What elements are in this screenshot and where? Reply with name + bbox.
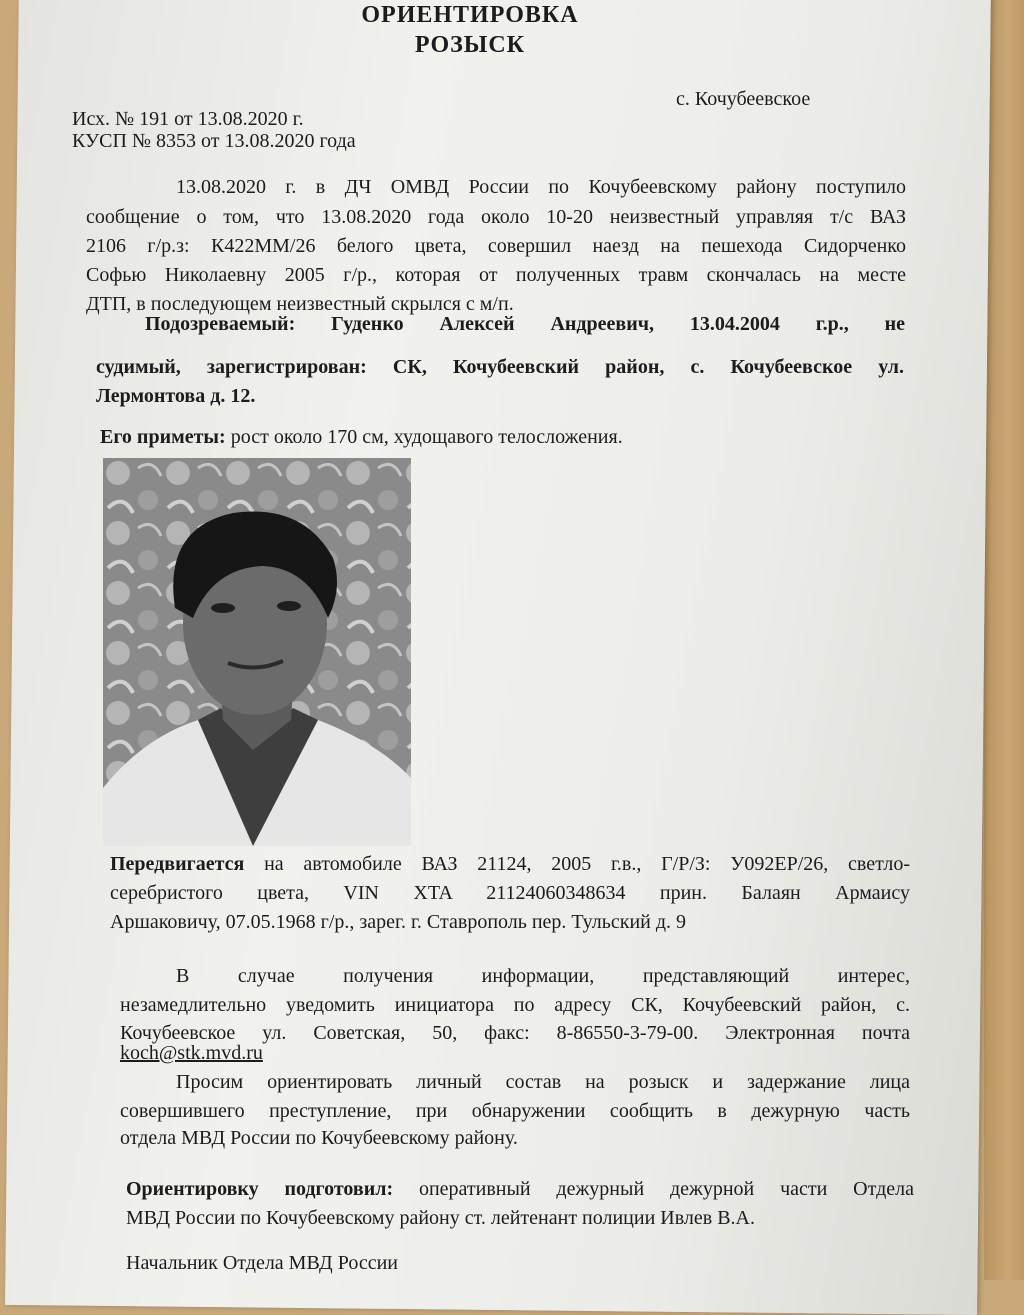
features-text: рост около 170 см, худощавого телосложения. bbox=[225, 426, 623, 448]
prepared-line-2: МВД России по Кочубеевскому району ст. лейтенант полиции Ивлев В.А. bbox=[126, 1207, 755, 1229]
suspect-photo bbox=[103, 458, 411, 846]
vehicle-line-1 bbox=[110, 850, 910, 879]
incident-line-3: 2106 г/р.з: К422ММ/26 белого цвета, совершил наезд на пешехода Сидорченко bbox=[86, 235, 906, 257]
contact-line-1: В случае получения информации, представляющий интерес, bbox=[176, 965, 910, 987]
request-line-1: Просим ориентировать личный состав на розыск и задержание лица bbox=[176, 1071, 910, 1093]
document-title: ОРИЕНТИРОВКА bbox=[361, 2, 579, 28]
vehicle-line-3: Аршаковичу, 07.05.1968 г/р., зарег. г. Ставрополь пер. Тульский д. 9 bbox=[110, 911, 687, 933]
prepared-line-1 bbox=[126, 1175, 914, 1204]
suspect-line-3: Лермонтова д. 12. bbox=[96, 385, 256, 407]
request-line-3: отдела МВД России по Кочубеевскому району. bbox=[120, 1127, 518, 1149]
incident-line-5: ДТП, в последующем неизвестный скрылся с м/п. bbox=[86, 293, 514, 315]
features-label: Его приметы: bbox=[100, 426, 226, 448]
request-line-2: совершившего преступление, при обнаружении сообщить в дежурную часть bbox=[120, 1100, 910, 1122]
prepared-line-1-text: оперативный дежурный дежурной части Отдела bbox=[393, 1178, 914, 1200]
suspect-line-1: Подозреваемый: Гуденко Алексей Андреевич, 13.04.2004 г.р., не bbox=[145, 313, 905, 335]
kusp-number: КУСП № 8353 от 13.08.2020 года bbox=[72, 130, 356, 152]
vehicle-line-2: серебристого цвета, VIN XTA 21124060348634 прин. Балаян Армаису bbox=[110, 882, 910, 904]
vehicle-line-1-text: на автомобиле ВАЗ 21124, 2005 г.в., Г/Р/З: У092ЕР/26, светло- bbox=[244, 853, 910, 875]
prepared-label: Ориентировку подготовил: bbox=[126, 1178, 394, 1200]
incident-line-1: 13.08.2020 г. в ДЧ ОМВД России по Кочубеевскому району поступило bbox=[176, 176, 906, 198]
incident-line-4: Софью Николаевну 2005 г/р., которая от полученных травм скончалась на месте bbox=[86, 264, 906, 286]
document-subtitle: РОЗЫСК bbox=[414, 32, 526, 58]
footer-signature-title: Начальник Отдела МВД России bbox=[126, 1252, 398, 1274]
incident-line-2: сообщение о том, что 13.08.2020 года около 10-20 неизвестный управляя т/с ВАЗ bbox=[86, 206, 906, 228]
outgoing-number: Исх. № 191 от 13.08.2020 г. bbox=[72, 108, 304, 130]
contact-line-3: Кочубеевское ул. Советская, 50, факс: 8-86550-3-79-00. Электронная почта bbox=[120, 1022, 910, 1044]
contact-email[interactable]: koch@stk.mvd.ru bbox=[120, 1042, 263, 1064]
contact-line-2: незамедлительно уведомить инициатора по адресу СК, Кочубеевский район, с. bbox=[120, 994, 910, 1016]
suspect-line-2: судимый, зарегистрирован: СК, Кочубеевский район, с. Кочубеевское ул. bbox=[96, 356, 904, 378]
place: с. Кочубеевское bbox=[676, 88, 811, 110]
features bbox=[100, 426, 623, 449]
vehicle-label: Передвигается bbox=[110, 853, 245, 875]
